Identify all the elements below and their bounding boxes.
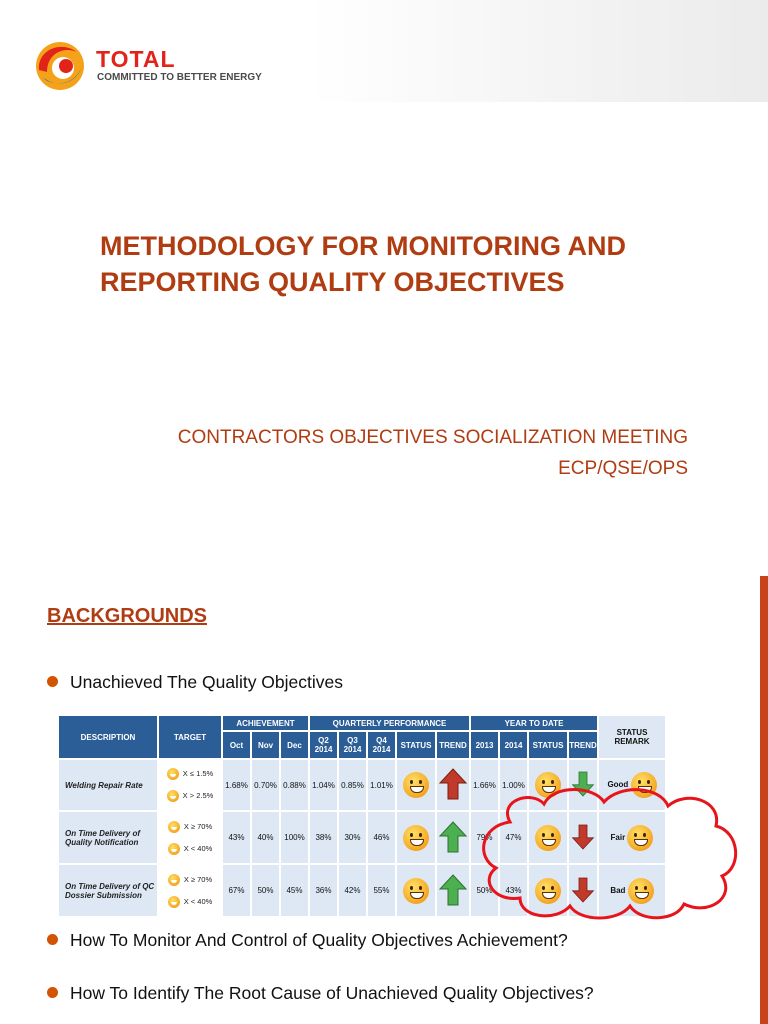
col-2014: 2014: [500, 732, 527, 758]
accent-bar: [760, 576, 768, 1024]
cell-q2: 38%: [310, 812, 337, 863]
brand-tagline: COMMITTED TO BETTER ENERGY: [97, 72, 262, 83]
section-heading: BACKGROUNDS: [47, 605, 207, 627]
col-target: TARGET: [159, 716, 221, 758]
cell-q4: 55%: [368, 865, 395, 916]
trend-up-green-arrow-icon: [438, 873, 468, 907]
cell-remark: Good: [599, 760, 665, 810]
cell-q4: 46%: [368, 812, 395, 863]
col-ytd-status: STATUS: [529, 732, 567, 758]
total-logo-icon: [33, 38, 87, 94]
cell-q-trend: [437, 760, 469, 810]
col-ytd: YEAR TO DATE: [471, 716, 597, 730]
col-nov: Nov: [252, 732, 279, 758]
col-ytd-trend: TREND: [569, 732, 597, 758]
row-description: On Time Delivery of Quality Notification: [59, 812, 157, 863]
cell-2014: 1.00%: [500, 760, 527, 810]
cell-dec: 45%: [281, 865, 308, 916]
col-dec: Dec: [281, 732, 308, 758]
col-q4: Q4 2014: [368, 732, 395, 758]
col-description: DESCRIPTION: [59, 716, 157, 758]
col-quarterly: QUARTERLY PERFORMANCE: [310, 716, 469, 730]
cell-q4: 1.01%: [368, 760, 395, 810]
cell-nov: 50%: [252, 865, 279, 916]
cell-q3: 30%: [339, 812, 366, 863]
col-2013: 2013: [471, 732, 498, 758]
cell-q2: 36%: [310, 865, 337, 916]
col-q2: Q2 2014: [310, 732, 337, 758]
bullet-item: How To Identify The Root Cause of Unachieved Quality Objectives?: [47, 983, 594, 1004]
smile-icon: [168, 896, 180, 908]
highlight-cloud-annotation: [470, 782, 746, 920]
cell-dec: 100%: [281, 812, 308, 863]
cell-2014: 47%: [500, 812, 527, 863]
cell-remark: Bad: [599, 865, 665, 916]
cell-q3: 0.85%: [339, 760, 366, 810]
smile-icon: [167, 768, 179, 780]
bullet-dot-icon: [47, 676, 58, 687]
col-status-remark: STATUS REMARK: [599, 716, 665, 758]
slide-subtitle: [178, 422, 688, 484]
cell-remark: Fair: [599, 812, 665, 863]
row-target: X ≥ 70% X < 40%: [159, 812, 221, 863]
subtitle-line-1: CONTRACTORS OBJECTIVES SOCIALIZATION MEETING: [177, 427, 688, 448]
cell-nov: 40%: [252, 812, 279, 863]
cell-q2: 1.04%: [310, 760, 337, 810]
trend-up-red-arrow-icon: [438, 767, 468, 801]
bullet-dot-icon: [47, 987, 58, 998]
row-target: X ≥ 70% X < 40%: [159, 865, 221, 916]
smile-icon: [403, 772, 429, 798]
slide-title: [100, 228, 720, 300]
smile-icon: [168, 843, 180, 855]
bullet-item: How To Monitor And Control of Quality Objectives Achievement?: [47, 930, 568, 951]
row-description: Welding Repair Rate: [59, 760, 157, 810]
cell-q-trend: [437, 812, 469, 863]
row-description: On Time Delivery of QC Dossier Submission: [59, 865, 157, 916]
bullet-item: Unachieved The Quality Objectives: [47, 672, 343, 693]
smile-icon: [403, 878, 429, 904]
smile-icon: [403, 825, 429, 851]
subtitle-line-2: ECP/QSE/OPS: [558, 458, 688, 479]
brand-name: TOTAL: [96, 46, 176, 72]
cell-oct: 67%: [223, 865, 250, 916]
cell-2013: 79%: [471, 812, 498, 863]
cell-q3: 42%: [339, 865, 366, 916]
col-q3: Q3 2014: [339, 732, 366, 758]
trend-up-green-arrow-icon: [438, 820, 468, 854]
row-target: X ≤ 1.5% X > 2.5%: [159, 760, 221, 810]
cell-2013: 1.66%: [471, 760, 498, 810]
title-line-2: REPORTING QUALITY OBJECTIVES: [100, 267, 565, 297]
title-line-1: METHODOLOGY FOR MONITORING AND: [100, 231, 626, 261]
cell-q-status: [397, 865, 435, 916]
cell-2013: 50%: [471, 865, 498, 916]
col-q-status: STATUS: [397, 732, 435, 758]
cell-q-status: [397, 812, 435, 863]
smile-icon: [168, 874, 180, 886]
cell-oct: 1.68%: [223, 760, 250, 810]
cell-2014: 43%: [500, 865, 527, 916]
cell-q-status: [397, 760, 435, 810]
smile-icon: [167, 790, 179, 802]
smile-icon: [168, 821, 180, 833]
bullet-dot-icon: [47, 934, 58, 945]
cell-oct: 43%: [223, 812, 250, 863]
cell-dec: 0.88%: [281, 760, 308, 810]
col-oct: Oct: [223, 732, 250, 758]
cell-q-trend: [437, 865, 469, 916]
col-q-trend: TREND: [437, 732, 469, 758]
cell-nov: 0.70%: [252, 760, 279, 810]
col-achievement: ACHIEVEMENT: [223, 716, 308, 730]
